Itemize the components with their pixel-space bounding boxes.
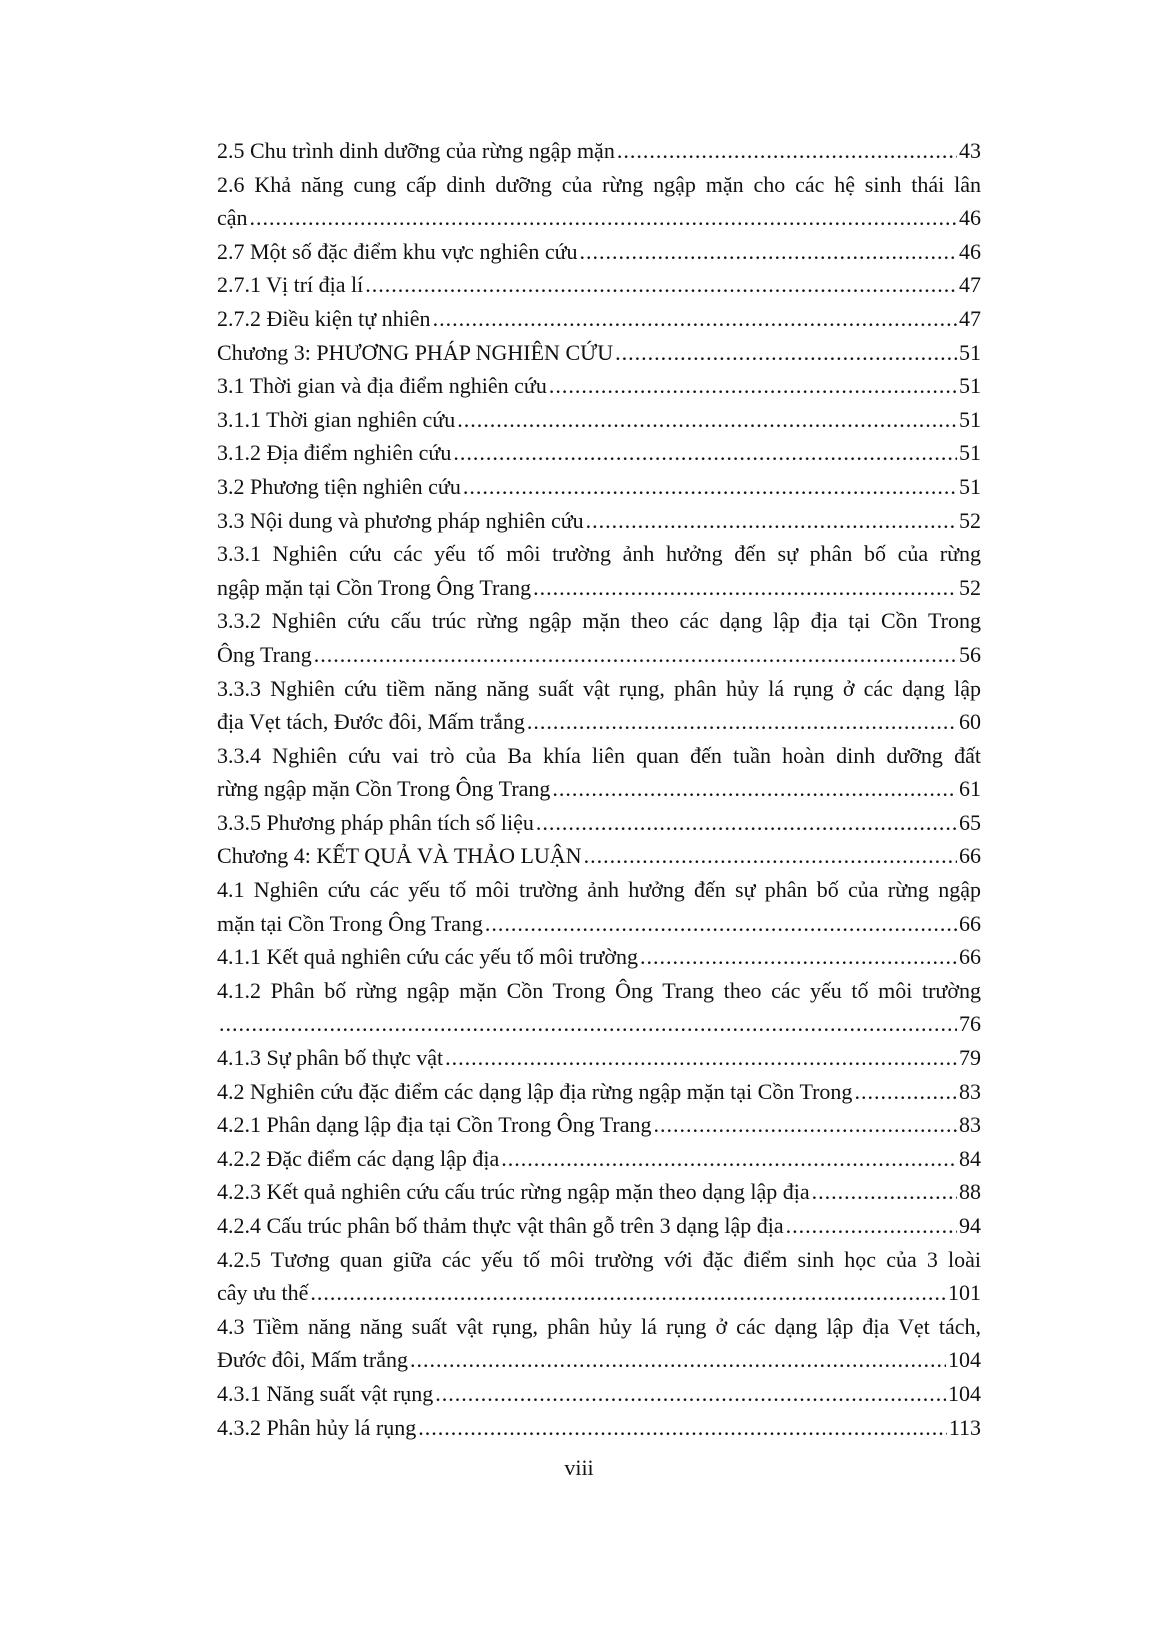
toc-entry-line: 2.6 Khả năng cung cấp dinh dưỡng của rừng ngập mặn cho các hệ sinh thái lân	[217, 171, 981, 197]
toc-entry-page-number: 46	[959, 238, 981, 264]
toc-entry-title: ngập mặn tại Cồn Trong Ông Trang	[217, 574, 532, 600]
dot-leader	[453, 436, 957, 470]
toc-entry-page-number: 66	[959, 910, 981, 936]
dot-leader	[584, 839, 957, 873]
toc-entry-title: cây ưu thế	[217, 1280, 309, 1306]
toc-entry[interactable]	[217, 369, 981, 403]
toc-entry-page-number: 104	[948, 1380, 981, 1406]
toc-entry[interactable]	[217, 1007, 981, 1041]
toc-entry-line: 3.3.2 Nghiên cứu cấu trúc rừng ngập mặn theo các dạng lập địa tại Cồn Trong	[217, 608, 981, 634]
toc-entry-line: 3.3.4 Nghiên cứu vai trò của Ba khía liên quan đến tuần hoàn dinh dưỡng đất	[217, 742, 981, 768]
dot-leader	[310, 1276, 946, 1310]
toc-entry-page-number: 56	[959, 641, 981, 667]
toc-entry-title: Chương 4: KẾT QUẢ VÀ THẢO LUẬN	[217, 843, 582, 869]
toc-entry[interactable]	[217, 806, 981, 840]
toc-entry[interactable]	[217, 571, 981, 605]
toc-entry-page-number: 52	[959, 574, 981, 600]
dot-leader	[536, 806, 957, 840]
toc-entry-title: 2.7 Một số đặc điểm khu vực nghiên cứu	[217, 238, 578, 264]
dot-leader	[615, 336, 957, 370]
toc-entry-page-number: 51	[959, 339, 981, 365]
toc-entry-title: 3.3.5 Phương pháp phân tích số liệu	[217, 809, 534, 835]
dot-leader	[617, 134, 957, 168]
dot-leader	[314, 638, 957, 672]
toc-entry-title: 2.7.1 Vị trí địa lí	[217, 272, 364, 298]
toc-entry-title: cận	[217, 205, 248, 231]
toc-entry-page-number: 94	[959, 1213, 981, 1238]
toc-entry-title: 4.2.4 Cấu trúc phân bố thảm thực vật thân gỗ trên 3 dạng lập địa	[217, 1213, 784, 1238]
toc-entry[interactable]	[217, 201, 981, 235]
dot-leader	[580, 235, 957, 269]
toc-entry-line: 4.1 Nghiên cứu các yếu tố môi trường ảnh hưởng đến sự phân bố của rừng ngập	[217, 877, 981, 903]
dot-leader	[433, 302, 957, 336]
toc-entry-page-number: 61	[959, 776, 981, 802]
dot-leader	[854, 1075, 957, 1109]
dot-leader	[640, 940, 957, 974]
toc-entry[interactable]	[217, 1041, 981, 1075]
dot-leader	[445, 1041, 957, 1075]
toc-entry[interactable]	[217, 1276, 981, 1310]
toc-entry[interactable]	[217, 1411, 981, 1445]
toc-entry-title: 2.5 Chu trình dinh dưỡng của rừng ngập mặn	[217, 138, 615, 163]
toc-entry-title: 3.2 Phương tiện nghiên cứu	[217, 473, 461, 499]
toc-entry-title: mặn tại Cồn Trong Ông Trang	[217, 910, 483, 936]
toc-entry-page-number: 51	[959, 406, 981, 432]
toc-entry-page-number: 66	[959, 843, 981, 869]
toc-entry-title: 4.2.1 Phân dạng lập địa tại Cồn Trong Ông Trang	[217, 1112, 652, 1138]
toc-entry-line: 4.3 Tiềm năng năng suất vật rụng, phân hủy lá rụng ở các dạng lập địa Vẹt tách,	[217, 1313, 981, 1339]
toc-entry[interactable]	[217, 436, 981, 470]
page-number: viii	[564, 1455, 594, 1480]
toc-entry[interactable]	[217, 940, 981, 974]
dot-leader	[533, 571, 957, 605]
toc-entry-title: 4.2.3 Kết quả nghiên cứu cấu trúc rừng ngập mặn theo dạng lập địa	[217, 1179, 810, 1205]
toc-entry-page-number: 88	[959, 1179, 981, 1205]
toc-entry-title: Chương 3: PHƯƠNG PHÁP NGHIÊN CỨU	[217, 339, 614, 365]
toc-entry-line: 3.3.1 Nghiên cứu các yếu tố môi trường ảnh hưởng đến sự phân bố của rừng	[217, 541, 981, 567]
dot-leader	[654, 1108, 957, 1142]
dot-leader	[365, 268, 957, 302]
dot-leader	[250, 201, 957, 235]
dot-leader	[786, 1209, 957, 1243]
toc-entry-page-number: 47	[959, 272, 981, 298]
toc-entry-page-number: 65	[959, 809, 981, 835]
dot-leader	[219, 1007, 957, 1041]
toc-entry[interactable]	[217, 705, 981, 739]
toc-entry[interactable]	[217, 772, 981, 806]
toc-entry-title: 4.2 Nghiên cứu đặc điểm các dạng lập địa rừng ngập mặn tại Cồn Trong	[217, 1078, 853, 1104]
table-of-contents	[217, 134, 981, 1444]
dot-leader	[463, 470, 957, 504]
toc-entry-title: 4.1.3 Sự phân bố thực vật	[217, 1045, 444, 1071]
toc-entry[interactable]	[217, 907, 981, 941]
toc-entry[interactable]	[217, 1209, 981, 1243]
toc-entry[interactable]	[217, 134, 981, 168]
dot-leader	[410, 1343, 946, 1377]
toc-entry[interactable]	[217, 336, 981, 370]
toc-entry-title: rừng ngập mặn Cồn Trong Ông Trang	[217, 776, 551, 802]
dot-leader	[527, 705, 957, 739]
dot-leader	[457, 403, 957, 437]
toc-entry-page-number: 46	[959, 205, 981, 231]
toc-entry-title: 3.1.1 Thời gian nghiên cứu	[217, 406, 456, 432]
dot-leader	[549, 369, 957, 403]
toc-entry-page-number: 43	[959, 138, 981, 163]
toc-entry-page-number: 101	[948, 1280, 981, 1306]
toc-entry-page-number: 84	[959, 1145, 981, 1171]
toc-entry[interactable]	[217, 504, 981, 538]
toc-entry-page-number: 104	[948, 1347, 981, 1373]
toc-entry-title: 4.1.1 Kết quả nghiên cứu các yếu tố môi trường	[217, 944, 638, 970]
toc-entry-title: 3.1 Thời gian và địa điểm nghiên cứu	[217, 373, 547, 399]
toc-entry-page-number: 60	[959, 709, 981, 735]
toc-entry[interactable]	[217, 1142, 981, 1176]
dot-leader	[418, 1411, 947, 1445]
toc-entry-line: 4.2.5 Tương quan giữa các yếu tố môi trường với đặc điểm sinh học của 3 loài	[217, 1246, 981, 1272]
toc-entry-page-number: 79	[959, 1045, 981, 1071]
toc-entry-title: 4.3.1 Năng suất vật rụng	[217, 1380, 434, 1406]
dot-leader	[552, 772, 957, 806]
toc-entry-title: Đước đôi, Mấm trắng	[217, 1347, 408, 1373]
toc-entry[interactable]	[217, 268, 981, 302]
toc-entry-title: 3.3 Nội dung và phương pháp nghiên cứu	[217, 507, 584, 533]
toc-entry[interactable]	[217, 1175, 981, 1209]
toc-entry-title: Ông Trang	[217, 641, 312, 667]
dot-leader	[435, 1377, 946, 1411]
toc-entry-page-number: 47	[959, 305, 981, 331]
toc-entry-title: 4.3.2 Phân hủy lá rụng	[217, 1414, 417, 1440]
toc-entry[interactable]	[217, 638, 981, 672]
toc-entry-page-number: 113	[948, 1414, 981, 1440]
toc-entry[interactable]	[217, 1075, 981, 1109]
toc-entry-page-number: 83	[959, 1078, 981, 1104]
toc-entry-page-number: 51	[959, 373, 981, 399]
toc-entry-title: 3.1.2 Địa điểm nghiên cứu	[217, 440, 452, 466]
dot-leader	[501, 1142, 957, 1176]
toc-entry-page-number: 76	[959, 1011, 981, 1037]
toc-entry-title: 2.7.2 Điều kiện tự nhiên	[217, 305, 431, 331]
toc-entry-page-number: 51	[959, 473, 981, 499]
toc-entry-title: địa Vẹt tách, Đước đôi, Mấm trắng	[217, 709, 525, 735]
dot-leader	[812, 1175, 957, 1209]
toc-entry-page-number: 83	[959, 1112, 981, 1138]
dot-leader	[485, 907, 957, 941]
toc-entry-page-number: 52	[959, 507, 981, 533]
toc-entry-title: 4.2.2 Đặc điểm các dạng lập địa	[217, 1145, 500, 1171]
toc-entry-line: 4.1.2 Phân bố rừng ngập mặn Cồn Trong Ông Trang theo các yếu tố môi trường	[217, 977, 981, 1003]
toc-entry[interactable]	[217, 839, 981, 873]
toc-entry-page-number: 66	[959, 944, 981, 970]
dot-leader	[586, 504, 957, 538]
toc-entry-line: 3.3.3 Nghiên cứu tiềm năng năng suất vật rụng, phân hủy lá rụng ở các dạng lập	[217, 675, 981, 701]
toc-entry[interactable]	[217, 470, 981, 504]
toc-entry[interactable]	[217, 1377, 981, 1411]
toc-entry[interactable]	[217, 1343, 981, 1377]
toc-entry[interactable]	[217, 403, 981, 437]
toc-entry[interactable]	[217, 302, 981, 336]
toc-entry[interactable]	[217, 235, 981, 269]
toc-entry[interactable]	[217, 1108, 981, 1142]
toc-entry-page-number: 51	[959, 440, 981, 466]
